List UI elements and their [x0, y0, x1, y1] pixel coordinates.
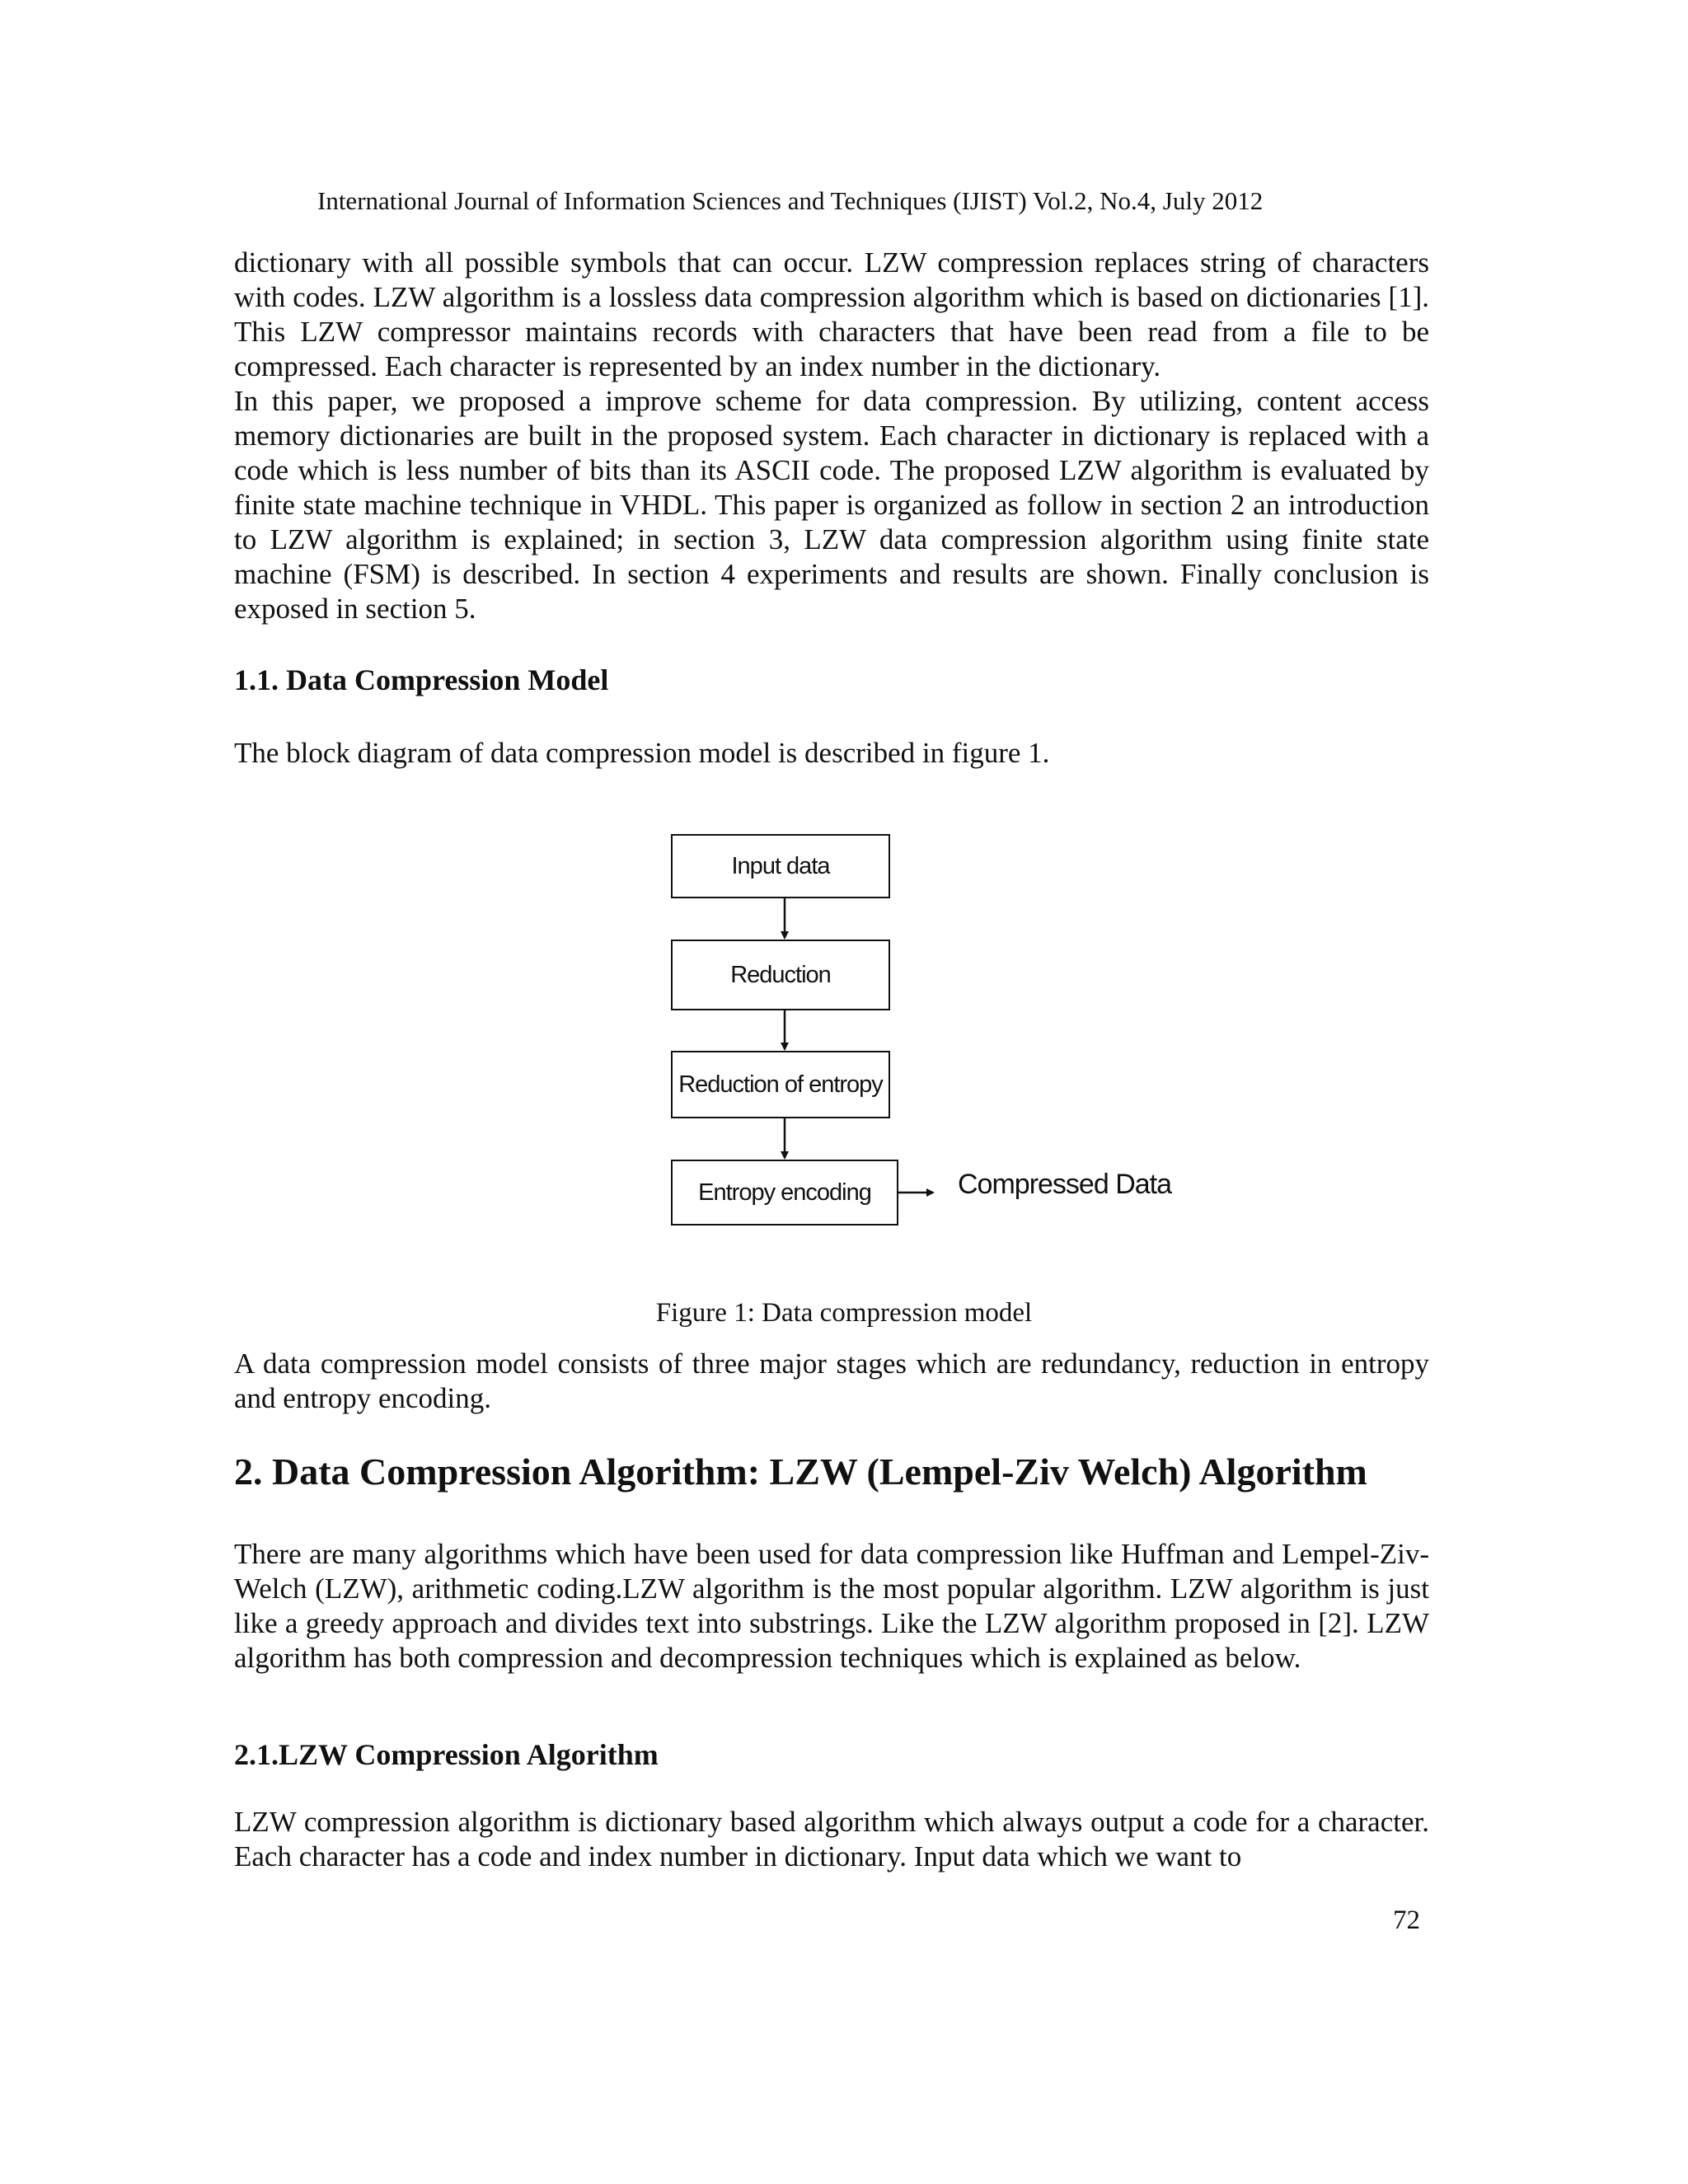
intro-paragraph-1: dictionary with all possible symbols that can occur. LZW compression replaces string of characters with codes. LZW algorithm is a lossless data compression algorithm which is based on dictionaries [1]. This LZW compressor maintains records with characters that have been read from a file to be compressed. Each character is represented by an index number in the dictionary.: [234, 246, 1429, 382]
section-1-1-paragraph: The block diagram of data compression model is described in figure 1.: [234, 737, 1050, 769]
box-reduction: Reduction: [671, 940, 890, 1010]
after-figure-paragraph: A data compression model consists of three major stages which are redundancy, reduction in entropy and entropy encoding.: [234, 1347, 1429, 1414]
section-2-1-paragraph: LZW compression algorithm is dictionary based algorithm which always output a code for a character. Each character has a code and index number in dictionary. Input data which we want to: [234, 1806, 1429, 1872]
section-2-paragraph: There are many algorithms which have been used for data compression like Huffman and Lempel-Ziv-Welch (LZW), arithmetic coding.LZW algorithm is the most popular algorithm. LZW algorithm is just like a greedy approach and divides text into substrings. Like the LZW algorithm proposed in [2]. LZW algorithm has both compression and decompression techniques which is explained as below.: [234, 1538, 1429, 1674]
page-number: 72: [1393, 1905, 1420, 1935]
intro-section: [234, 246, 1429, 626]
running-header: International Journal of Information Sciences and Techniques (IJIST) Vol.2, No.4, July 2012: [317, 186, 1264, 215]
output-label-compressed-data: Compressed Data: [958, 1169, 1172, 1200]
box-input-data: Input data: [671, 834, 890, 898]
section-2-1-heading: 2.1.LZW Compression Algorithm: [234, 1738, 659, 1771]
box-reduction-of-entropy: Reduction of entropy: [671, 1051, 890, 1118]
intro-paragraph-2: In this paper, we proposed a improve scheme for data compression. By utilizing, content access memory dictionaries are built in the proposed system. Each character in dictionary is replaced with a code which is less number of bits than its ASCII code. The proposed LZW algorithm is evaluated by finite state machine technique in VHDL. This paper is organized as follow in section 2 an introduction to LZW algorithm is explained; in section 3, LZW data compression algorithm using finite state machine (FSM) is described. In section 4 experiments and results are shown. Finally conclusion is exposed in section 5.: [234, 385, 1429, 625]
section-1-1-heading: 1.1. Data Compression Model: [234, 663, 609, 696]
box-entropy-encoding: Entropy encoding: [671, 1160, 898, 1226]
figure-1-caption: Figure 1: Data compression model: [655, 1298, 1033, 1328]
section-2-heading: 2. Data Compression Algorithm: LZW (Lempel-Ziv Welch) Algorithm: [234, 1451, 1367, 1493]
